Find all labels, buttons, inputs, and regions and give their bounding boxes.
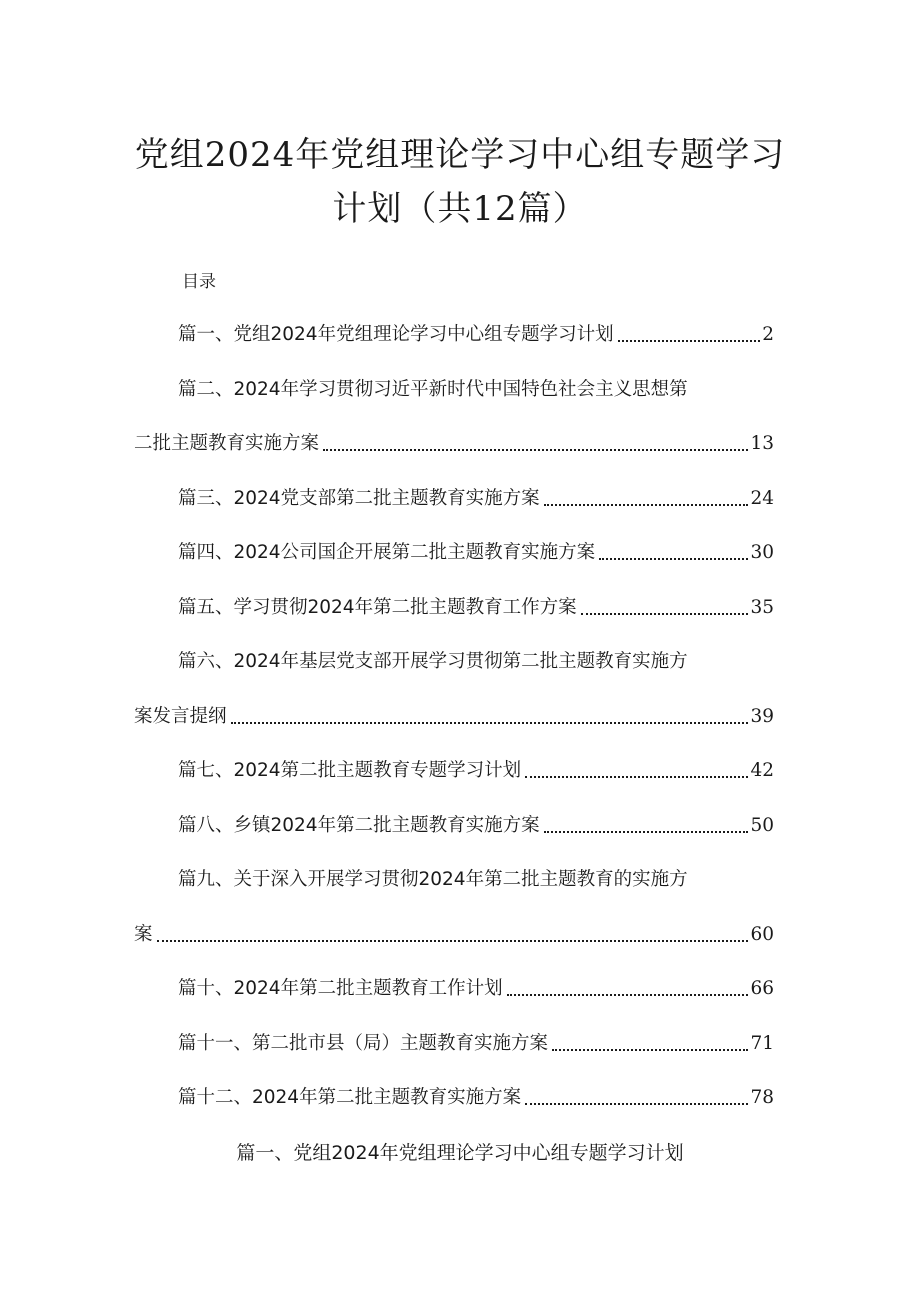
toc-entry-title: 篇七、2024第二批主题教育专题学习计划 [178,760,522,781]
toc-entry-title: 篇二、2024年学习贯彻习近平新时代中国特色社会主义思想第 [178,378,688,400]
toc-entry-title: 篇三、2024党支部第二批主题教育实施方案 [178,487,540,509]
toc-dot-leader [544,504,749,506]
toc-entry-title: 篇九、关于深入开展学习贯彻2024年第二批主题教育的实施方 [178,869,688,890]
toc-entry-title: 篇五、学习贯彻2024年第二批主题教育工作方案 [178,596,577,618]
toc-entry[interactable] [178,865,688,895]
toc-entry[interactable] [178,974,774,1004]
toc-entry-title: 案 [134,923,153,945]
toc-page-number: 42 [750,760,774,781]
title-line-1: 党组2024年党组理论学习中心组专题学习 [134,135,786,175]
toc-entry-title: 篇六、2024年基层党支部开展学习贯彻第二批主题教育实施方 [178,651,688,672]
toc-entry[interactable] [134,920,774,950]
toc-page-number: 78 [750,1087,774,1108]
toc-dot-leader [581,613,749,615]
toc-page-number: 24 [750,487,774,509]
toc-dot-leader [599,558,748,560]
toc-entry-title: 篇十、2024年第二批主题教育工作计划 [178,978,503,999]
toc-page-number: 2 [762,324,774,345]
toc-entry[interactable] [178,1083,774,1113]
toc-page-number: 60 [750,923,774,945]
toc-dot-leader [544,831,749,833]
toc-dot-leader [552,1049,748,1051]
toc-entry[interactable] [178,593,774,623]
toc-entry-title: 案发言提纲 [134,705,227,727]
toc-dot-leader [525,1103,748,1105]
toc-entry[interactable] [178,375,688,405]
toc-label: 目录 [182,272,216,292]
toc-entry-title: 篇一、党组2024年党组理论学习中心组专题学习计划 [178,324,614,345]
toc-page-number: 39 [750,705,774,727]
section-heading: 篇一、党组2024年党组理论学习中心组专题学习计划 [236,1142,684,1164]
toc-entry[interactable] [178,320,774,350]
toc-entry[interactable] [178,484,774,514]
toc-dot-leader [323,449,748,451]
toc-entry-title: 二批主题教育实施方案 [134,433,320,454]
toc-entry[interactable] [178,811,774,841]
toc-page-number: 30 [750,542,774,563]
toc-entry[interactable] [178,538,774,568]
toc-page-number: 13 [750,433,774,454]
toc-page-number: 66 [750,978,774,999]
toc-page-number: 71 [750,1032,774,1054]
toc-dot-leader [525,776,748,778]
toc-dot-leader [231,722,749,724]
toc-entry[interactable] [134,702,774,732]
toc-page-number: 35 [750,596,774,618]
toc-dot-leader [157,940,749,942]
toc-entry[interactable] [134,429,774,459]
toc-entry-title: 篇四、2024公司国企开展第二批主题教育实施方案 [178,542,596,563]
toc-entry[interactable] [178,1029,774,1059]
toc-entry[interactable] [178,756,774,786]
toc-entry-title: 篇十一、第二批市县（局）主题教育实施方案 [178,1032,549,1054]
toc-dot-leader [618,340,761,342]
title-line-2: 计划（共12篇） [332,189,588,229]
toc-entry[interactable] [178,647,688,677]
toc-dot-leader [507,994,749,996]
toc-entry-title: 篇十二、2024年第二批主题教育实施方案 [178,1087,522,1108]
toc-page-number: 50 [750,814,774,836]
toc-entry-title: 篇八、乡镇2024年第二批主题教育实施方案 [178,814,540,836]
